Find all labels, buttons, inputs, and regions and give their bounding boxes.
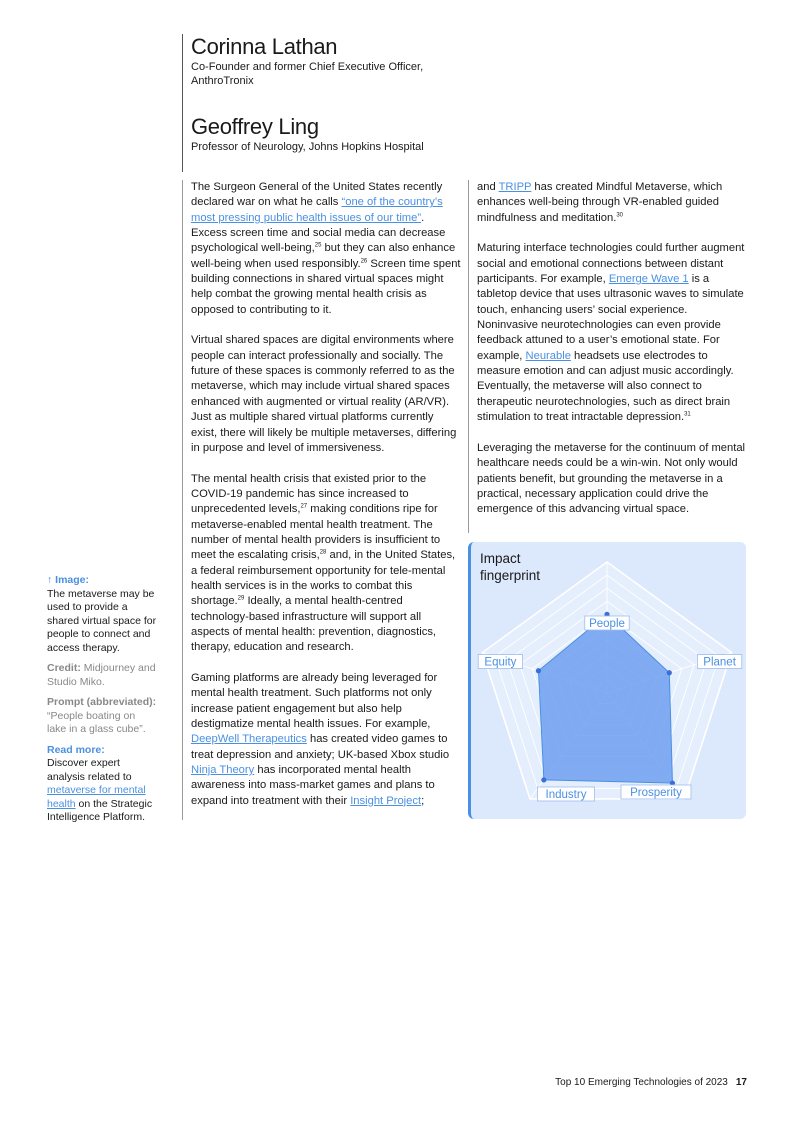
text: has incorporated mental health awareness into mass-market games and plans to expand into treatment with their [191,764,435,807]
read-more-text: Discover expert analysis related to [47,757,132,783]
impact-fingerprint-panel [468,542,746,819]
credit-text: Midjourney and Studio Miko. [47,662,156,688]
image-sidebar [47,574,157,832]
text: The Surgeon General of the United States recently declared war on what he calls [191,181,443,209]
left-column [182,180,461,820]
text: has created video games to treat depression and anxiety; UK-based Xbox studio [191,733,450,761]
author-role: Co-Founder and former Chief Executive Officer, AnthroTronix [191,61,424,87]
text: Gaming platforms are already being leveraged for mental health treatment. Such platforms not only increase patient engagement but also help destigmatize mental health issues. For example, [191,672,438,731]
text: but they can also enhance well-being when used responsibly. [191,242,456,270]
metaverse-mental-health-link[interactable]: metaverse for mental health [47,784,146,810]
read-more-head: Read more: [47,743,105,756]
image-caption [47,574,157,655]
paragraph: Virtual shared spaces are digital environments where people can interact professionally and socially. The future of these spaces is commonly referred to as the metaverse, which may include virtual shared spaces enhanced with augmented or virtual reality (AR/VR). Just as multiple shared virtual platforms currently exist, there will likely be multiple metaverses, differing in purpose and level of immersiveness. [191,334,457,454]
text: has created Mindful Metaverse, which enhances well-being through VR-enabled guided mindfulness and meditation. [477,181,723,224]
text: ; [421,794,425,807]
radar-data-point [667,670,672,675]
read-more-text: on the Strategic Intelligence Platform. [47,797,153,823]
prompt [47,696,157,737]
image-text: The metaverse may be used to provide a shared virtual space for people to connect and access therapy. [47,587,157,654]
text: headsets use electrodes to measure emotion and can adjust music accordingly. Eventually, the metaverse will also connect to therapeutic neurotechnologies, such as direct brain stimulation to treat intractable depression. [477,349,734,424]
author-name: Geoffrey Ling [191,114,319,139]
paragraph [477,241,747,425]
text: Ideally, a mental health-centred technology-based infrastructure will support all aspects of mental health: prevention, diagnostics, therapy, education and research. [191,595,437,654]
page-footer [555,1077,747,1088]
radar-axis-label: Planet [703,656,736,669]
right-column [468,180,747,533]
text: making conditions ripe for metaverse-enabled mental health treatment. The number of mental health providers is insufficient to meet the escalating crisis, [191,503,441,562]
footnote-ref: 30 [616,211,623,218]
text: . Excess screen time and social media can decrease psychological well-being, [191,211,446,255]
ninja-theory-link[interactable]: Ninja Theory [191,764,255,777]
paragraph [191,472,461,656]
credit [47,662,157,689]
surgeon-general-link[interactable]: “one of the country’s most pressing public health issues of our time” [191,196,443,224]
tripp-link[interactable]: TRIPP [498,181,532,193]
prompt-label: Prompt (abbreviated): [47,696,157,708]
paragraph: Leveraging the metaverse for the continuum of mental healthcare needs could be a win-win. Not only would patients benefit, but grounding the metaverse in a practical, necessary application could drive the emergence of this advancing virtual space. [477,441,746,516]
deepwell-link[interactable]: DeepWell Therapeutics [191,733,307,746]
credit-label: Credit: [47,662,81,674]
footnote-ref: 25 [314,242,322,249]
radar-axis-label: Equity [484,656,517,669]
text: and [477,181,499,193]
insight-project-link[interactable]: Insight Project [350,794,422,807]
radar-data-point [536,668,541,673]
neurable-link[interactable]: Neurable [525,349,571,362]
read-more [47,744,157,825]
text: Maturing interface technologies could further augment social and emotional connections between distant participants. For example, [477,242,745,286]
paragraph [191,180,461,318]
footer-title: Top 10 Emerging Technologies of 2023 [555,1077,728,1088]
radar-axis-label: Industry [545,788,587,801]
footnote-ref: 28 [319,549,327,556]
image-head: ↑ Image: [47,574,90,586]
chart-title: Impact fingerprint [480,551,541,583]
author-role: Professor of Neurology, Johns Hopkins Hospital [191,141,424,153]
footnote-ref: 31 [684,411,691,418]
paragraph [477,180,747,226]
text: Screen time spent building connections in shared virtual spaces might help combat the growing mental health crisis as opposed to contributing to it. [191,257,461,316]
text: is a tabletop device that uses ultrasonic waves to simulate touch, enhancing users’ social experience. Noninvasive neurotechnologies can even provide feedback attuned to a user’s emotional state. For example, [477,273,744,362]
text: and, in the United States, a federal reimbursement opportunity for tele-mental health services is in the works to combat this shortage. [191,549,456,608]
page-number: 17 [735,1077,747,1088]
radar-axis-label: People [589,618,625,630]
footnote-ref: 27 [300,503,308,510]
prompt-text: “People boating on lake in a glass cube”. [47,709,146,735]
footnote-ref: 29 [237,595,245,602]
paragraph [191,671,461,809]
authors-block [182,34,481,172]
footnote-ref: 26 [360,257,368,264]
text: The mental health crisis that existed prior to the COVID-19 pandemic has since increased to unprecedented levels, [191,472,427,516]
radar-chart [471,542,749,819]
radar-axis-label: Prosperity [630,786,682,799]
author-name: Corinna Lathan [191,34,338,59]
emerge-wave-link[interactable]: Emerge Wave 1 [608,273,689,286]
radar-data-point [541,777,546,782]
